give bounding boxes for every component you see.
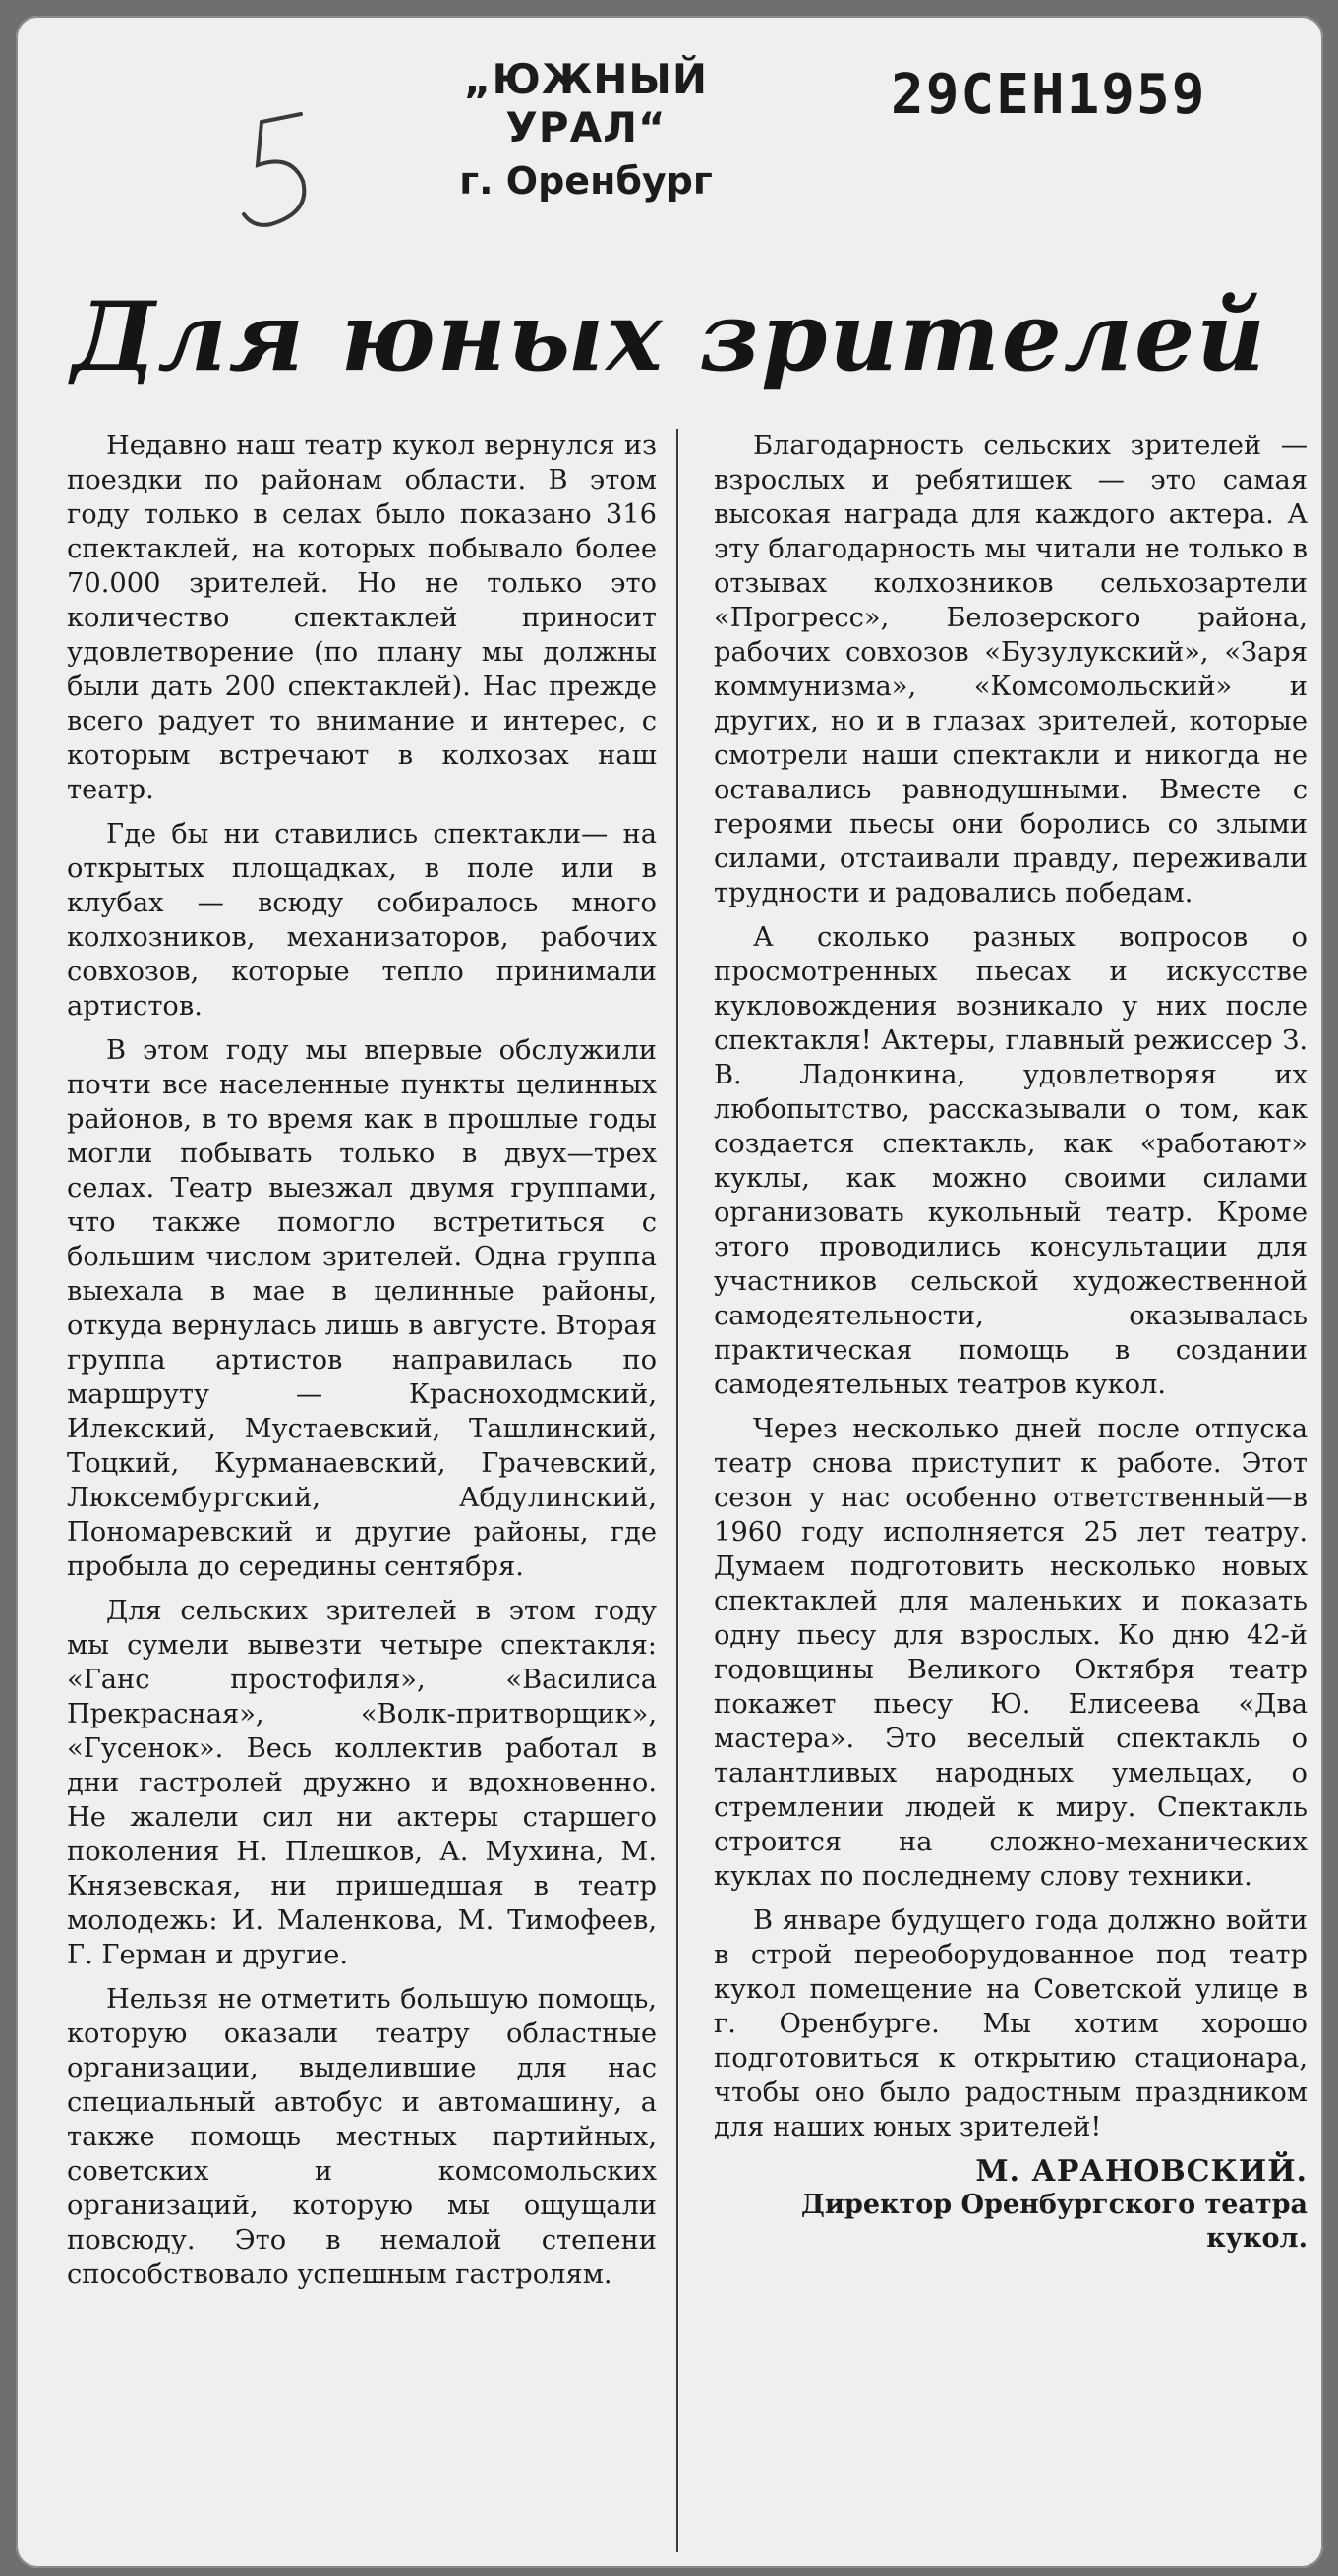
paragraph: Через несколько дней после отпуска театр снова приступит к работе. Этот сезон у нас особенно ответственный—в 1960 году исполняется 25 лет театру. Думаем подготовить несколько новых спектаклей для маленьких и показать одну пьесу для взрослых. Ко дню 42-й годовщины Великого Октября театр покажет пьесу Ю. Елисеева «Два мастера». Это веселый спектакль о талантливых народных умельцах, о стремлении людей к миру. Спектакль строится на сложно-механических куклах по последнему слову техники. (714, 1414, 1308, 1892)
paragraph: Нельзя не отметить большую помощь, которую оказали театру областные организации, выделившие для нас специальный автобус и автомашину, а также помощь местных партийных, советских и комсомольских организаций, которую мы ощущали повсюду. Это в немалой степени способствовало успешным гастролям. (67, 1984, 657, 2290)
date-stamp: 29СЕН1959 (891, 63, 1207, 127)
article-column-right (714, 429, 1308, 2255)
newspaper-clipping (16, 16, 1323, 2568)
column-divider (676, 429, 678, 2552)
pencil-number-mark (232, 104, 350, 242)
paragraph: Недавно наш театр кукол вернулся из поездки по районам области. В этом году только в селах было показано 316 спектаклей, на которых побывало более 70.000 зрителей. Но не только это количество спектаклей приносит удовлетворение (по плану мы должны были дать 200 спектаклей). Нас прежде всего радует то внимание и интерес, с которым встречают в колхозах наш театр. (67, 431, 657, 805)
article-title: Для юных зрителей (72, 281, 1267, 392)
paragraph: Для сельских зрителей в этом году мы сумели вывезти четыре спектакля: «Ганс простофиля», «Василиса Прекрасная», «Волк-притворщик», «Гусенок». Весь коллектив работал в дни гастролей дружно и вдохновенно. Не жалели сил ни актеры старшего поколения Н. Плешков, А. Мухина, М. Князевская, ни пришедшая в театр молодежь: И. Маленкова, М. Тимофеев, Г. Герман и другие. (67, 1596, 657, 1970)
paragraph: В этом году мы впервые обслужили почти все населенные пункты целинных районов, в то время как в прошлые годы могли побывать только в двух—трех селах. Театр выезжал двумя группами, что также помогло встретиться с большим числом зрителей. Одна группа выехала в мае в целинные районы, откуда вернулась лишь в августе. Вторая группа артистов направилась по маршруту — Красноходмский, Илекский, Мустаевский, Ташлинский, Тоцкий, Курманаевский, Грачевский, Люксембургский, Абдулинский, Пономаревский и другие районы, где пробыла до середины сентября. (67, 1035, 657, 1582)
signature-block (714, 2154, 1308, 2255)
paragraph: Благодарность сельских зрителей — взрослых и ребятишек — это самая высокая награда для каждого актера. А эту благодарность мы читали не только в отзывах колхозников сельхозартели «Прогресс», Белозерского района, рабочих совхозов «Бузулукский», «Заря коммунизма», «Комсомольский» и других, но и в глазах зрителей, которые смотрели наши спектакли и никогда не оставались равнодушными. Вместе с героями пьесы они боролись со злыми силами, отстаивали правду, переживали трудности и радовались победам. (714, 431, 1308, 908)
paragraph: Где бы ни ставились спектакли— на открытых площадках, в поле или в клубах — всюду собиралось много колхозников, механизаторов, рабочих совхозов, которые тепло принимали артистов. (67, 819, 657, 1022)
author-role-continued: кукол. (1206, 2223, 1308, 2254)
author-name: М. АРАНОВСКИЙ. (975, 2154, 1308, 2189)
newspaper-city: г. Оренбург (459, 159, 713, 203)
article-column-left (67, 429, 657, 2302)
paragraph: А сколько разных вопросов о просмотренных пьесах и искусстве кукловождения возникало у них после спектакля! Актеры, главный режиссер З. В. Ладонкина, удовлетворяя их любопытство, рассказывали о том, как создается спектакль, как «работают» куклы, как можно своими силами организовать кукольный театр. Кроме этого проводились консультации для участников сельской художественной самодеятельности, оказывалась практическая помощь в создании самодеятельных театров кукол. (714, 922, 1308, 1400)
author-role: Директор Оренбургского театра (800, 2190, 1308, 2220)
newspaper-name: „ЮЖНЫЙ УРАЛ“ (463, 55, 709, 151)
masthead (379, 55, 792, 203)
paragraph: В январе будущего года должно войти в строй переоборудованное под театр кукол помещение на Советской улице в г. Оренбурге. Мы хотим хорошо подготовиться к открытию стационара, чтобы оно было радостным праздником для наших юных зрителей! (714, 1905, 1308, 2142)
